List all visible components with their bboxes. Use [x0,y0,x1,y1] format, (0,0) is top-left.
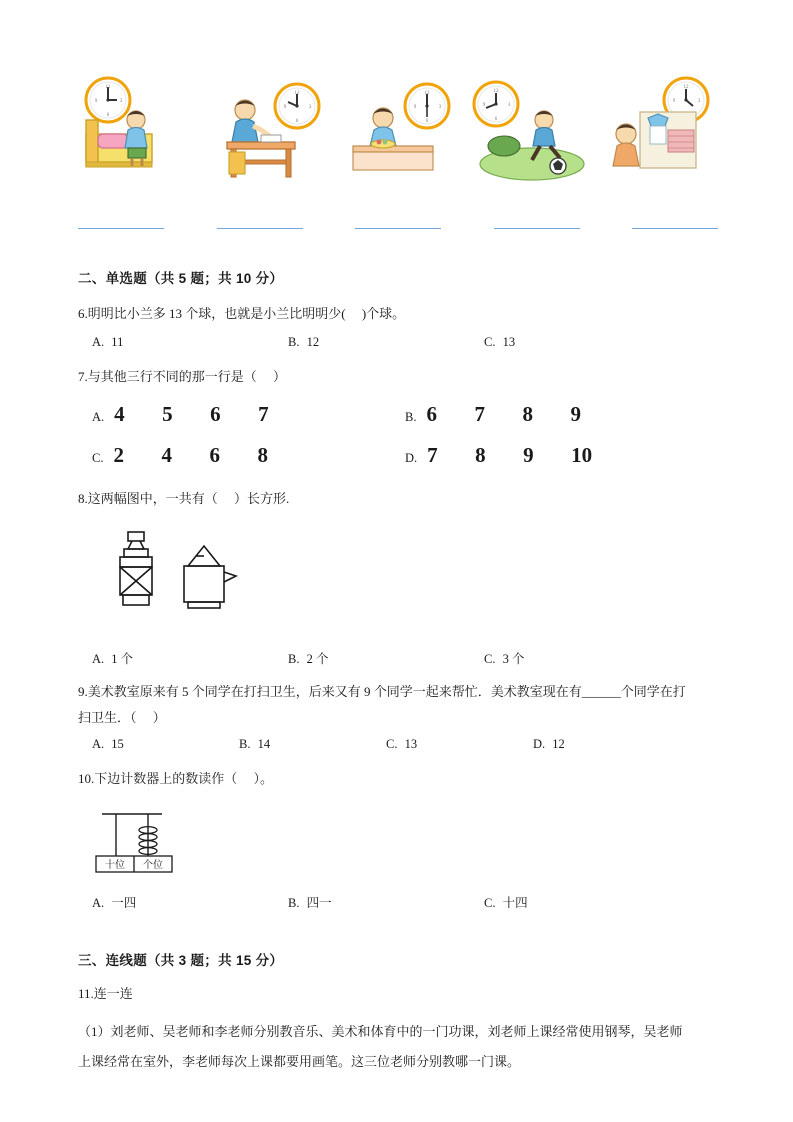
option-label: B. [288,896,300,910]
question-11-text: 11.连一连 [78,986,133,1001]
option-label: B. [405,410,417,424]
svg-text:9: 9 [413,105,417,110]
number: 6 [426,402,437,426]
picture-studying-at-desk [209,72,327,190]
svg-text:3: 3 [697,99,701,104]
option-c[interactable] [484,893,680,911]
option-label: B. [288,335,300,349]
option-a[interactable] [92,335,288,350]
option-label: A. [92,896,105,910]
number: 4 [114,402,125,426]
option-label: B. [239,737,251,751]
number: 8 [475,443,486,467]
option-value: 十四 [502,896,528,910]
number: 7 [258,402,269,426]
question-11-sub-line1: （1）刘老师、吴老师和李老师分别教音乐、美术和体育中的一门功课，刘老师上课经常使用钢琴，吴老师 [78,1024,683,1039]
option-a[interactable] [92,893,288,911]
question-7-row-cd [92,443,718,468]
svg-text:9: 9 [283,105,286,110]
option-label: B. [288,652,300,666]
svg-text:6: 6 [295,119,298,124]
option-value: 13 [404,737,418,751]
clock-icon [275,84,319,128]
option-value: 13 [502,335,516,349]
option-c[interactable] [386,737,533,752]
svg-text:6: 6 [494,117,497,122]
option-value: 一四 [111,896,137,910]
question-10-counter-figure [88,804,718,887]
question-7-row-ab [92,402,718,427]
number: 6 [209,443,220,467]
option-value: 12 [552,737,565,751]
svg-text:3: 3 [438,105,442,110]
svg-text:6: 6 [106,113,110,118]
svg-text:6: 6 [425,119,429,124]
option-c[interactable] [484,335,680,350]
svg-text:12: 12 [493,89,498,94]
question-10-text: 10.下边计数器上的数读作（ ）。 [78,771,274,786]
svg-text:9: 9 [482,103,485,108]
svg-text:9: 9 [94,99,98,104]
question-7-options [78,402,718,468]
question-10-options [78,893,718,911]
clock-icon [405,84,449,128]
svg-text:12: 12 [294,91,299,96]
option-label: C. [92,451,104,465]
question-6-options [78,335,718,350]
option-value: 3 个 [502,652,525,666]
question-9-text-line2: 扫卫生．（ ） [78,710,166,725]
question-8-text: 8.这两幅图中，一共有（ ）长方形. [78,491,290,506]
abacus-counter-icon [96,814,172,872]
question-9-text: 9.美术教室原来有 5 个同学在打扫卫生，后来又有 9 个同学一起来帮忙．美术教室现在有______个同学在打 [78,684,686,699]
option-d[interactable] [533,737,680,752]
option-label: C. [386,737,398,751]
option-b[interactable] [288,335,484,350]
question-9-options [78,737,718,752]
option-value: 15 [111,737,124,751]
number: 9 [523,443,534,467]
svg-text:9: 9 [672,99,676,104]
picture-playing-soccer-outside [470,72,588,190]
svg-text:十位: 十位 [105,860,125,871]
option-c[interactable] [484,649,680,667]
option-label: A. [92,410,105,424]
clock-icon [86,78,130,122]
answer-blank[interactable] [494,218,580,229]
option-label: A. [92,652,105,666]
option-b[interactable] [288,893,484,911]
svg-text:12: 12 [424,91,430,96]
number: 9 [570,402,581,426]
option-label: D. [405,451,418,465]
option-d[interactable] [405,443,718,468]
svg-text:个位: 个位 [143,860,163,871]
option-label: A. [92,737,105,751]
answer-blank[interactable] [632,218,718,229]
option-c[interactable] [92,443,405,468]
svg-text:3: 3 [507,103,510,108]
section-heading-matching: 三、连线题（共 3 题；共 15 分） [78,953,284,968]
question-7-text: 7.与其他三行不同的那一行是（ ） [78,369,287,384]
option-label: C. [484,896,496,910]
picture-answer-blanks [78,218,718,229]
option-a[interactable] [92,737,239,752]
kettle-shape-icon [184,546,236,608]
answer-blank[interactable] [217,218,303,229]
option-label: C. [484,652,496,666]
option-b[interactable] [239,737,386,752]
option-value: 2 个 [306,652,329,666]
number: 7 [474,402,485,426]
question-8-figure [96,528,718,643]
answer-blank[interactable] [78,218,164,229]
number: 5 [162,402,173,426]
option-value: 1 个 [111,652,134,666]
option-b[interactable] [405,402,718,427]
picture-getting-dressed [600,72,718,190]
option-label: D. [533,737,546,751]
svg-text:3: 3 [119,99,123,104]
number: 8 [522,402,533,426]
question-8-options [78,649,718,667]
option-b[interactable] [288,649,484,667]
question-6-text: 6.明明比小兰多 13 个球，也就是小兰比明明少( )个球。 [78,306,406,321]
tower-shape-icon [120,532,152,605]
svg-text:12: 12 [105,85,111,90]
number: 10 [571,443,593,467]
picture-row [78,70,718,190]
number: 7 [427,443,438,467]
worksheet-content [78,70,718,1077]
svg-text:12: 12 [683,85,689,90]
picture-waking-up-in-bed [78,72,196,190]
option-a[interactable] [92,649,288,667]
option-value: 12 [306,335,320,349]
number: 6 [210,402,221,426]
clock-icon [474,82,518,126]
option-value: 11 [111,335,124,349]
option-value: 14 [257,737,271,751]
svg-text:3: 3 [308,105,311,110]
number: 4 [161,443,172,467]
number: 8 [257,443,268,467]
answer-blank[interactable] [355,218,441,229]
section-heading-multiple-choice: 二、单选题（共 5 题；共 10 分） [78,271,284,286]
option-label: C. [484,335,496,349]
number: 2 [113,443,124,467]
option-a[interactable] [92,402,405,427]
picture-eating-at-table [339,72,457,190]
option-value: 四一 [306,896,332,910]
question-11-sub-line2: 上课经常在室外，李老师每次上课都要用画笔。这三位老师分别教哪一门课。 [78,1054,521,1069]
option-label: A. [92,335,105,349]
